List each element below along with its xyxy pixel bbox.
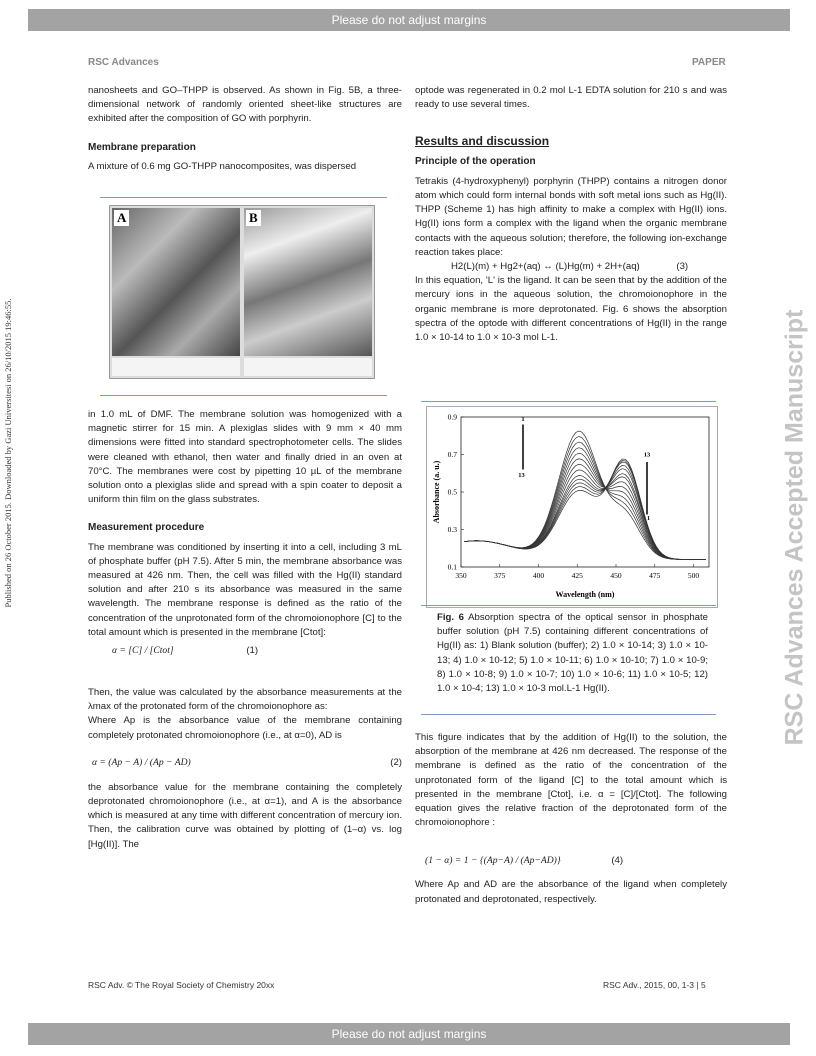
left-column-continued <box>88 408 402 852</box>
publication-stamp: Published on 26 October 2015. Downloaded by Gazi Universitesi on 26/10/2015 19:46:55. <box>3 298 13 608</box>
footer-citation: RSC Adv., 2015, 00, 1-3 | 5 <box>603 980 706 990</box>
caption-label: Fig. 6 <box>437 612 465 623</box>
spectrum-curve <box>464 470 706 560</box>
paragraph: Where Ap is the absorbance value of the membrane containing completely protonated chromoionophore (i.e., at α=0), AD is <box>88 715 402 741</box>
figure-divider <box>100 197 387 198</box>
paragraph: Tetrakis (4-hydroxyphenyl) porphyrin (THPP) contains a nitrogen donor atom which could form internal bonds with soft metal ions such as Hg(II). THPP (Scheme 1) has high affinity to make a complex with Hg(II) ions. Hg(II) ions form a complex with the ligand when the organic membrane contacts with the aqueous solution; therefore, the following ion-exchange reaction takes place: <box>415 175 727 258</box>
heading-measurement-procedure: Measurement procedure <box>88 522 205 534</box>
paragraph: A mixture of 0.6 mg GO-THPP nanocomposites, was dispersed <box>88 160 357 172</box>
sem-info-strip <box>244 358 372 376</box>
panel-label-b: B <box>246 210 261 226</box>
x-tick-label: 350 <box>455 571 467 580</box>
y-tick-label: 0.3 <box>447 525 457 534</box>
sem-panel-a <box>112 208 240 356</box>
figure-divider <box>100 395 387 396</box>
y-tick-label: 0.7 <box>447 450 457 459</box>
paragraph: in 1.0 mL of DMF. The membrane solution was homogenized with a magnetic stirrer for 15 min. A plexiglas slides with 9 mm × 40 mm dimensions were fitted into standard spectrophotometer cells. The slides were cleaned with ethanol, then water and finally dried in an oven at 70°C. The membranes were cost by pipetting 10 µL of the membrane solution onto a plexiglas slide and spread with a spin coater to deposit a uniform thin film on the glass substrates. <box>88 409 402 506</box>
plot-frame <box>461 417 709 567</box>
paragraph: the absorbance value for the membrane containing the completely deprotonated chromoionophore (i.e., at α=1), and A is the absorbance which is measured at any time with different concentration of mercury ion. Then, the calibration curve was obtained by plotting of (1–α) vs. log [Hg(II)]. The <box>88 781 402 850</box>
x-tick-label: 475 <box>649 571 661 580</box>
x-tick-label: 375 <box>494 571 506 580</box>
y-tick-label: 0.5 <box>447 487 457 497</box>
right-column-continued <box>415 731 727 907</box>
equation-2: α = (Ap − A) / (Ap − AD) (2) <box>92 756 402 768</box>
spectrum-curve <box>464 437 706 560</box>
panel-label-a: A <box>114 210 129 226</box>
spectrum-curve <box>464 469 706 560</box>
x-axis-label: Wavelength (nm) <box>555 590 615 599</box>
figure-divider <box>421 714 716 715</box>
top-margin-bar: Please do not adjust margins <box>28 9 790 31</box>
caption-text: Absorption spectra of the optical sensor in phosphate buffer solution (pH 7.5) containing different concentrations of Hg(II) as: 1) Blank solution (buffer); 2) 1.0 × 10-14; 3) 1.0 × 10-13; 4) 1.0 × 10-12; 5) 1.0 × 10-11; 6) 1.0 × 10-10; 7) 1.0 × 10-9; 8) 1.0 × 10-8; 9) 1.0 × 10-7; 10) 1.0 × 10-6; 11) 1.0 × 10-5; 12) 1.0 × 10-4; 13) 1.0 × 10-3 mol.L-1 Hg(II). <box>437 612 708 695</box>
curve-annotation: 1 <box>521 415 525 423</box>
figure-caption <box>437 611 708 696</box>
equation-1: α = [C] / [Ctot] (1) <box>112 645 259 657</box>
x-tick-label: 425 <box>571 571 583 580</box>
spectrum-curve <box>464 462 706 559</box>
absorption-spectra-chart <box>426 406 718 608</box>
spectrum-curve <box>464 461 706 560</box>
paragraph: This figure indicates that by the addition of Hg(II) to the solution, the absorption of the membrane at 426 nm decreased. The response of the membrane is defined as the ratio of the concentration of the unprotonated form of the ligand [C] to the total amount which is presented in the membrane [Ctot], i.e. α = [C]/[Ctot]. The following equation gives the relative fraction of the deprotonated form of the chromoionophore : <box>415 732 727 829</box>
curve-annotation: 1 <box>646 515 651 523</box>
curve-annotation: 13 <box>518 472 525 479</box>
y-axis-label: Absorbance (a. u.) <box>432 460 441 524</box>
spectrum-curve <box>464 459 706 559</box>
equation-4: (1 − α) = 1 − {(Ap−A) / (Ap−AD)} (4) <box>425 855 624 867</box>
spectrum-curve <box>464 442 706 559</box>
figure-divider <box>421 605 716 606</box>
curve-annotation: 13 <box>643 451 651 459</box>
heading-results-discussion: Results and discussion <box>415 134 550 149</box>
article-type-header: PAPER <box>692 57 726 68</box>
x-tick-label: 500 <box>687 571 700 580</box>
y-tick-label: 0.1 <box>447 562 457 572</box>
left-column <box>88 84 402 174</box>
heading-membrane-preparation: Membrane preparation <box>88 141 196 153</box>
right-column <box>415 84 727 345</box>
paragraph: optode was regenerated in 0.2 mol L-1 EDTA solution for 210 s and was ready to use several times. <box>415 85 727 111</box>
x-tick-label: 400 <box>532 571 545 580</box>
paragraph: nanosheets and GO–THPP is observed. As shown in Fig. 5B, a three-dimensional network of randomly oriented sheet-like structures are exhibited after the composition of GO with porphyrin. <box>88 85 402 125</box>
equation-3: H2(L)(m) + Hg2+(aq) ↔ (L)Hg(m) + 2H+(aq) (3) <box>451 261 689 273</box>
sem-image-figure <box>109 205 375 379</box>
paragraph: In this equation, 'L' is the ligand. It can be seen that by the addition of the mercury ions in the aqueous solution, the chromoionophore in the organic membrane is more deprotonated. Fig. 6 shows the absorption spectra of the optode with different concentrations of Hg(II) in the range 1.0 × 10-14 to 1.0 × 10-3 mol L-1. <box>415 275 727 344</box>
spectrum-curve <box>464 464 706 559</box>
paragraph: The membrane was conditioned by inserting it into a cell, including 3 mL of phosphate buffer (pH 7.5). After 5 min, the membrane absorbance was measured at 426 nm. Then, the cell was filled with the Hg(II) standard solution and after 210 s its absorbance was measured in the same wavelength. The membrane response is defined as the ratio of the concentration of the unprotonated form of the chromoionophore [C] to the total amount which is presented in the membrane [Ctot]: <box>88 541 402 638</box>
sem-info-strip <box>112 358 240 376</box>
spectrum-curve <box>464 459 706 560</box>
paragraph: Then, the value was calculated by the absorbance measurements at the λmax of the protonated form of the chromoionophore as: <box>88 687 402 713</box>
heading-principle: Principle of the operation <box>415 155 536 167</box>
y-tick-label: 0.9 <box>447 412 457 422</box>
x-tick-label: 450 <box>610 571 622 580</box>
accepted-manuscript-watermark: RSC Advances Accepted Manuscript <box>780 309 809 746</box>
spectrum-curve <box>464 431 706 560</box>
journal-header: RSC Advances <box>88 57 159 68</box>
bottom-margin-bar: Please do not adjust margins <box>28 1023 790 1045</box>
footer-copyright: RSC Adv. © The Royal Society of Chemistry 20xx <box>88 980 275 990</box>
figure-divider <box>421 401 716 402</box>
spectrum-curve <box>464 448 706 560</box>
paragraph: Where Ap and AD are the absorbance of the ligand when completely protonated and deprotonated, respectively. <box>415 879 727 905</box>
spectrum-curve <box>464 465 706 559</box>
sem-panel-b <box>244 208 372 356</box>
